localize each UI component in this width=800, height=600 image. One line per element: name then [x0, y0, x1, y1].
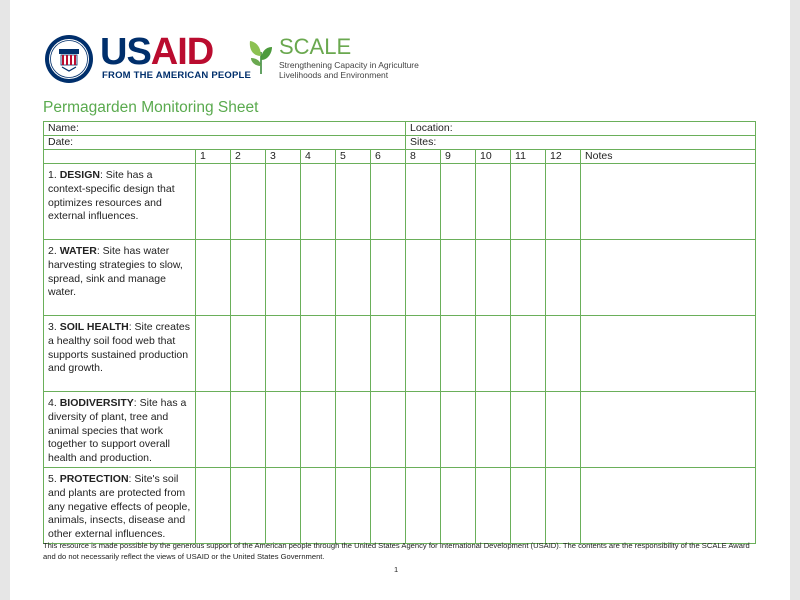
score-cell[interactable]	[266, 316, 301, 392]
page-number: 1	[394, 565, 399, 574]
score-cell[interactable]	[336, 468, 371, 544]
location-field-label: Location:	[406, 122, 756, 136]
criterion-text: : Site has water harvesting strategies to slow, spread, sink and manage water.	[48, 245, 183, 299]
criterion-number: 1.	[48, 169, 60, 181]
score-cell[interactable]	[301, 316, 336, 392]
criterion-text: : Site's soil and plants are protected from any negative effects of people, animals, insects, disease and other external influences.	[48, 473, 191, 541]
notes-cell[interactable]	[581, 316, 756, 392]
name-field-label: Name:	[44, 122, 406, 136]
score-cell[interactable]	[441, 316, 476, 392]
score-cell[interactable]	[266, 164, 301, 240]
criterion-description	[44, 316, 196, 392]
usaid-logo	[44, 31, 252, 84]
column-header: 6	[371, 150, 406, 164]
score-cell[interactable]	[301, 164, 336, 240]
score-cell[interactable]	[371, 316, 406, 392]
column-header-row	[44, 150, 756, 164]
criteria-header-cell	[44, 150, 196, 164]
score-cell[interactable]	[371, 240, 406, 316]
score-cell[interactable]	[371, 392, 406, 468]
usaid-tagline: FROM THE AMERICAN PEOPLE	[102, 70, 252, 81]
sites-field-label: Sites:	[406, 136, 756, 150]
notes-cell[interactable]	[581, 240, 756, 316]
column-header: 5	[336, 150, 371, 164]
notes-cell[interactable]	[581, 468, 756, 544]
column-header: 9	[441, 150, 476, 164]
column-header: 1	[196, 150, 231, 164]
criterion-title: WATER	[59, 245, 97, 257]
score-cell[interactable]	[441, 392, 476, 468]
leaf-sprout-icon	[248, 38, 274, 74]
score-cell[interactable]	[196, 164, 231, 240]
notes-cell[interactable]	[581, 392, 756, 468]
score-cell[interactable]	[196, 468, 231, 544]
score-cell[interactable]	[476, 164, 511, 240]
score-cell[interactable]	[196, 240, 231, 316]
column-header: 3	[266, 150, 301, 164]
score-cell[interactable]	[406, 392, 441, 468]
score-cell[interactable]	[476, 468, 511, 544]
score-cell[interactable]	[441, 164, 476, 240]
criterion-title: SOIL HEALTH	[59, 321, 129, 333]
score-cell[interactable]	[406, 316, 441, 392]
criterion-number: 4.	[48, 397, 60, 409]
score-cell[interactable]	[406, 164, 441, 240]
score-cell[interactable]	[336, 164, 371, 240]
score-cell[interactable]	[406, 468, 441, 544]
date-field-label: Date:	[44, 136, 406, 150]
criterion-number: 3.	[48, 321, 60, 333]
criterion-text: : Site creates a healthy soil food web that supports sustained production and growth.	[48, 321, 190, 375]
date-sites-row	[44, 136, 756, 150]
name-location-row	[44, 122, 756, 136]
score-cell[interactable]	[336, 392, 371, 468]
score-cell[interactable]	[511, 164, 546, 240]
document-page	[10, 0, 790, 600]
column-header: 11	[511, 150, 546, 164]
criterion-text: : Site has a diversity of plant, tree and animal species that work together to support overall health and production.	[48, 397, 187, 465]
criterion-number: 5.	[48, 473, 60, 485]
notes-header: Notes	[581, 150, 756, 164]
score-cell[interactable]	[266, 240, 301, 316]
criterion-row	[44, 468, 756, 544]
column-header: 12	[546, 150, 581, 164]
column-header: 4	[301, 150, 336, 164]
score-cell[interactable]	[301, 392, 336, 468]
score-cell[interactable]	[231, 468, 266, 544]
score-cell[interactable]	[441, 240, 476, 316]
score-cell[interactable]	[441, 468, 476, 544]
score-cell[interactable]	[546, 392, 581, 468]
criterion-row	[44, 240, 756, 316]
score-cell[interactable]	[196, 316, 231, 392]
monitoring-table	[43, 121, 756, 544]
score-cell[interactable]	[336, 316, 371, 392]
score-cell[interactable]	[406, 240, 441, 316]
column-header: 10	[476, 150, 511, 164]
criterion-description	[44, 468, 196, 544]
criterion-row	[44, 392, 756, 468]
score-cell[interactable]	[336, 240, 371, 316]
criterion-text: : Site has a context-specific design that optimizes resources and external influences.	[48, 169, 175, 223]
score-cell[interactable]	[546, 316, 581, 392]
page-title: Permagarden Monitoring Sheet	[43, 99, 259, 116]
usaid-wordmark: USAID	[100, 31, 214, 73]
score-cell[interactable]	[266, 468, 301, 544]
score-cell[interactable]	[511, 392, 546, 468]
score-cell[interactable]	[231, 392, 266, 468]
score-cell[interactable]	[301, 468, 336, 544]
usaid-seal-icon	[44, 34, 94, 84]
scale-subtitle-line1: Strengthening Capacity in Agriculture	[279, 60, 419, 70]
scale-logo	[248, 36, 418, 80]
score-cell[interactable]	[231, 240, 266, 316]
score-cell[interactable]	[196, 392, 231, 468]
score-cell[interactable]	[546, 468, 581, 544]
score-cell[interactable]	[476, 316, 511, 392]
criterion-number: 2.	[48, 245, 60, 257]
criterion-title: BIODIVERSITY	[59, 397, 134, 409]
column-header: 2	[231, 150, 266, 164]
criterion-description	[44, 164, 196, 240]
score-cell[interactable]	[371, 468, 406, 544]
score-cell[interactable]	[546, 240, 581, 316]
criterion-title: DESIGN	[59, 169, 100, 181]
score-cell[interactable]	[371, 164, 406, 240]
column-header: 8	[406, 150, 441, 164]
notes-cell[interactable]	[581, 164, 756, 240]
criterion-row	[44, 164, 756, 240]
criterion-title: PROTECTION	[59, 473, 129, 485]
scale-wordmark: SCALE	[279, 34, 352, 59]
score-cell[interactable]	[546, 164, 581, 240]
score-cell[interactable]	[266, 392, 301, 468]
score-cell[interactable]	[231, 164, 266, 240]
criterion-description	[44, 240, 196, 316]
criterion-description	[44, 392, 196, 468]
scale-subtitle-line2: Livelihoods and Environment	[279, 70, 389, 80]
score-cell[interactable]	[231, 316, 266, 392]
criterion-row	[44, 316, 756, 392]
score-cell[interactable]	[476, 392, 511, 468]
score-cell[interactable]	[511, 316, 546, 392]
score-cell[interactable]	[476, 240, 511, 316]
score-cell[interactable]	[301, 240, 336, 316]
footer-disclaimer: This resource is made possible by the generous support of the American people through the United States Agency for International Development (USAID). The contents are the responsibility of the SCALE Award and do not necessarily reflect the views of USAID or the United States Government.	[43, 541, 750, 561]
score-cell[interactable]	[511, 468, 546, 544]
score-cell[interactable]	[511, 240, 546, 316]
